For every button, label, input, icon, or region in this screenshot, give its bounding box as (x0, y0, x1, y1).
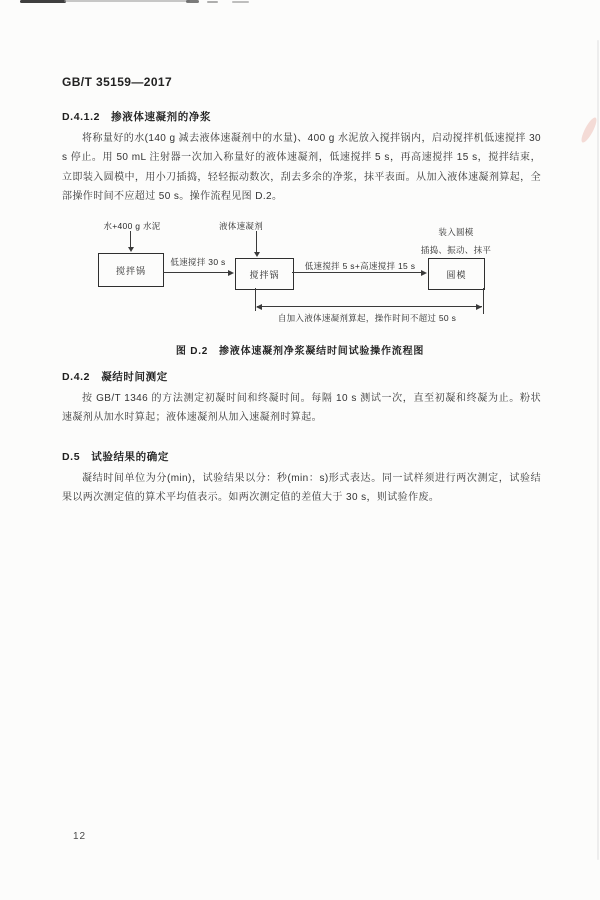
flow-box-round-mold: 圆模 (428, 258, 485, 290)
section-heading-d42: D.4.2 凝结时间测定 (62, 371, 168, 383)
section-heading-d412: D.4.1.2 掺液体速凝剂的净浆 (62, 111, 212, 123)
flow-label-low-speed-30s: 低速搅拌 30 s (170, 257, 226, 267)
flow-arrow-right-1-line (163, 272, 229, 273)
flow-arrow-right-2-line (292, 272, 422, 273)
flow-label-total-time: 自加入液体速凝剂算起，操作时间不超过 50 s (277, 313, 457, 323)
paragraph-d412: 将称量好的水(140 g 减去液体速凝剂中的水量)、400 g 水泥放入搅拌锅内，启动搅拌机低速搅拌 30 s 停止。用 50 mL 注射器一次加入称量好的液体速凝剂，低速搅拌 5 s，再高速搅拌 15 s，搅拌结束，立即装入圆模中，用小刀插捣，轻轻振动数次，刮去多余的净浆，抹平表面。从加入液体速凝剂算起，全部操作时间不应超过 50 s。操作流程见图 D.2。 (62, 133, 541, 203)
paragraph-d5: 凝结时间单位为分(min)，试验结果以分：秒(min：s)形式表达。同一试样须进行两次测定，试验结果以两次测定值的算术平均值表示。如两次测定值的差值大于 30 s，则试验作废。 (62, 473, 541, 504)
flow-label-tamp-vibrate-smooth: 插捣、振动、抹平 (420, 245, 492, 255)
figure-caption: 图 D.2 掺液体速凝剂净浆凝结时间试验操作流程图 (175, 346, 425, 357)
arrow-left-icon (256, 304, 262, 310)
paragraph-d42: 按 GB/T 1346 的方法测定初凝时间和终凝时间。每隔 10 s 测试一次，直至初凝和终凝为止。粉状速凝剂从加水时算起；液体速凝剂从加入速凝剂时算起。 (62, 393, 541, 424)
flow-arrow-down-1-line (130, 231, 131, 248)
scan-artifact-top-4 (207, 1, 218, 3)
flow-arrow-down-2-line (256, 231, 257, 252)
page-number: 12 (73, 831, 87, 842)
arrow-right-icon (421, 270, 427, 276)
flow-label-load-mold: 装入圆模 (438, 227, 474, 237)
flow-span-tick-right (483, 288, 484, 314)
flow-label-low5-high15: 低速搅拌 5 s+高速搅拌 15 s (304, 261, 416, 271)
section-heading-d5: D.5 试验结果的确定 (62, 451, 169, 463)
flow-span-line (257, 306, 482, 307)
standard-number: GB/T 35159—2017 (62, 75, 173, 89)
flow-box-mixing-pot-1: 搅拌锅 (98, 253, 164, 287)
scan-edge-shadow (597, 40, 599, 860)
flow-box-mixing-pot-2: 搅拌锅 (235, 258, 294, 290)
arrow-right-icon (476, 304, 482, 310)
scan-artifact-top-1 (20, 0, 66, 3)
scan-artifact-top-2 (64, 0, 190, 2)
scan-artifact-top-5 (232, 1, 249, 3)
arrow-right-icon (228, 270, 234, 276)
arrow-down-icon (128, 247, 134, 252)
arrow-down-icon (254, 252, 260, 257)
flow-label-water-cement: 水+400 g 水泥 (103, 221, 161, 231)
scan-artifact-top-3 (186, 0, 199, 3)
flow-label-liquid-accelerator: 液体速凝剂 (218, 221, 264, 231)
flowchart-figure-d2 (0, 218, 600, 350)
